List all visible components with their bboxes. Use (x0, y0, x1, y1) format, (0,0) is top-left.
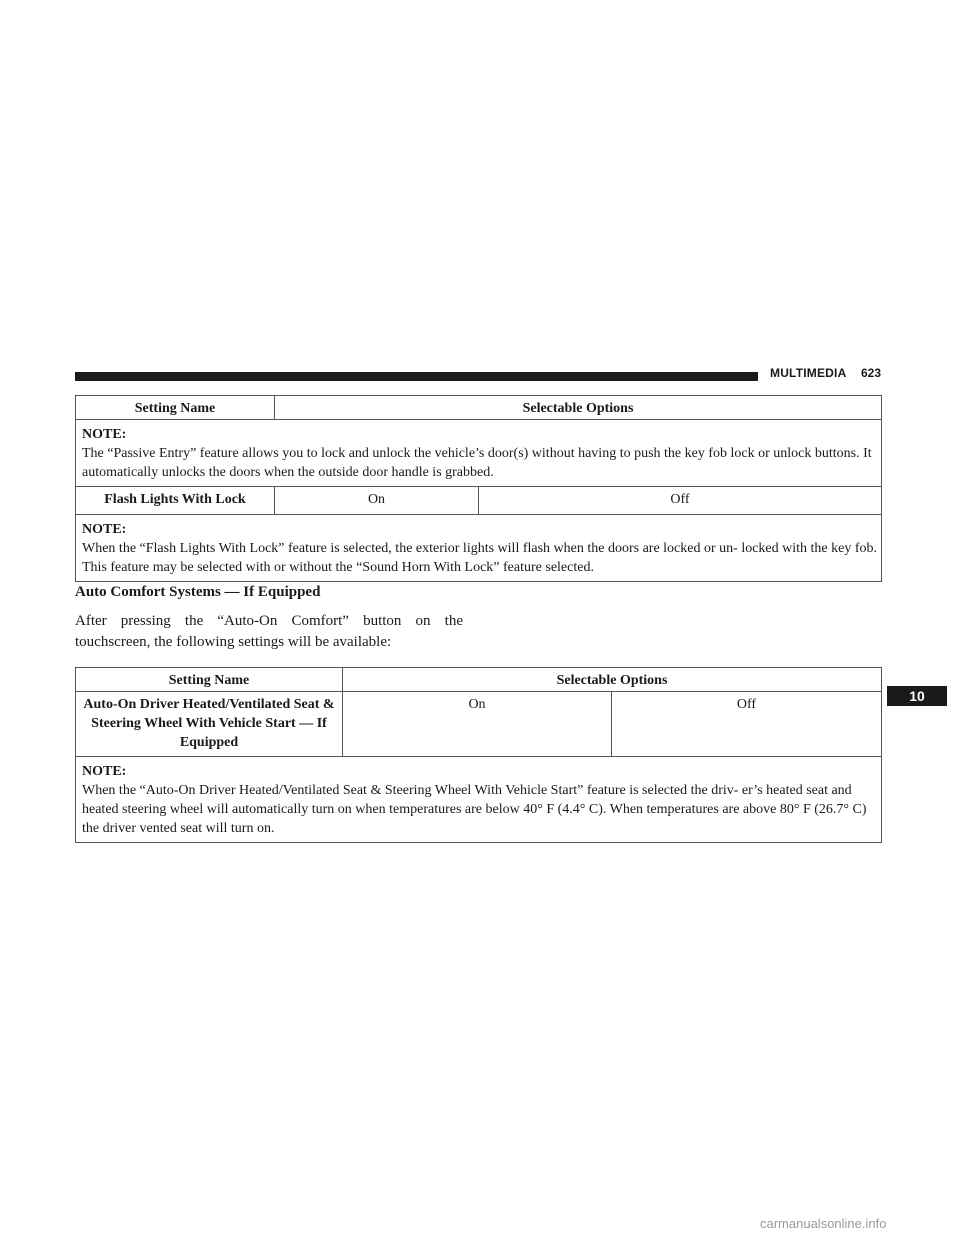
settings-table-passive-entry (75, 395, 882, 582)
page-number: 623 (861, 366, 882, 380)
table-row-auto-on-driver (76, 692, 882, 757)
note-text: The “Passive Entry” feature allows you to lock and unlock the vehicle’s door(s) without having to push the key fob lock or unlock buttons. It automatically unlocks the doors when the outside door handle is grabbed. (82, 446, 872, 480)
note-label: NOTE: (82, 522, 127, 537)
note-label: NOTE: (82, 427, 127, 442)
note-text: When the “Auto-On Driver Heated/Ventilated Seat & Steering Wheel With Vehicle Start” feature is selected the driv- er’s heated seat and heated steering wheel will automatically turn on when temperatures are below 40° F (4.4° C). When temperatures are above 80° F (26.7° C) the driver vented seat will turn on. (82, 783, 867, 836)
col-header-selectable-options: Selectable Options (343, 668, 882, 692)
note-label: NOTE: (82, 764, 127, 779)
section-intro-paragraph: After pressing the “Auto-On Comfort” button on the touchscreen, the following settings will be available: (75, 613, 463, 650)
watermark: carmanualsonline.info (760, 1216, 887, 1231)
section-heading: Auto Comfort Systems — If Equipped (75, 584, 321, 600)
setting-name-cell: Auto-On Driver Heated/Ventilated Seat & Steering Wheel With Vehicle Start — If Equipped (76, 692, 343, 757)
note-cell (76, 515, 882, 582)
table-header-row (76, 396, 882, 420)
option-off-cell: Off (479, 487, 882, 515)
note-text: When the “Flash Lights With Lock” feature is selected, the exterior lights will flash when the doors are locked or un- locked with the key fob. This feature may be selected with or without the “Sound Horn With Lock” feature selected. (82, 541, 877, 575)
option-on-cell: On (343, 692, 612, 757)
chapter-tab: 10 (887, 686, 947, 706)
option-off-cell: Off (612, 692, 882, 757)
running-header-section: MULTIMEDIA (770, 366, 847, 380)
note-row (76, 515, 882, 582)
settings-table-auto-comfort (75, 667, 882, 843)
note-cell (76, 757, 882, 843)
note-row (76, 420, 882, 487)
option-on-cell: On (275, 487, 479, 515)
note-cell (76, 420, 882, 487)
note-row (76, 757, 882, 843)
setting-name-cell: Flash Lights With Lock (76, 487, 275, 515)
col-header-setting-name: Setting Name (76, 396, 275, 420)
header-rule (75, 372, 758, 381)
table-row-flash-lights (76, 487, 882, 515)
table-header-row (76, 668, 882, 692)
col-header-selectable-options: Selectable Options (275, 396, 882, 420)
col-header-setting-name: Setting Name (76, 668, 343, 692)
